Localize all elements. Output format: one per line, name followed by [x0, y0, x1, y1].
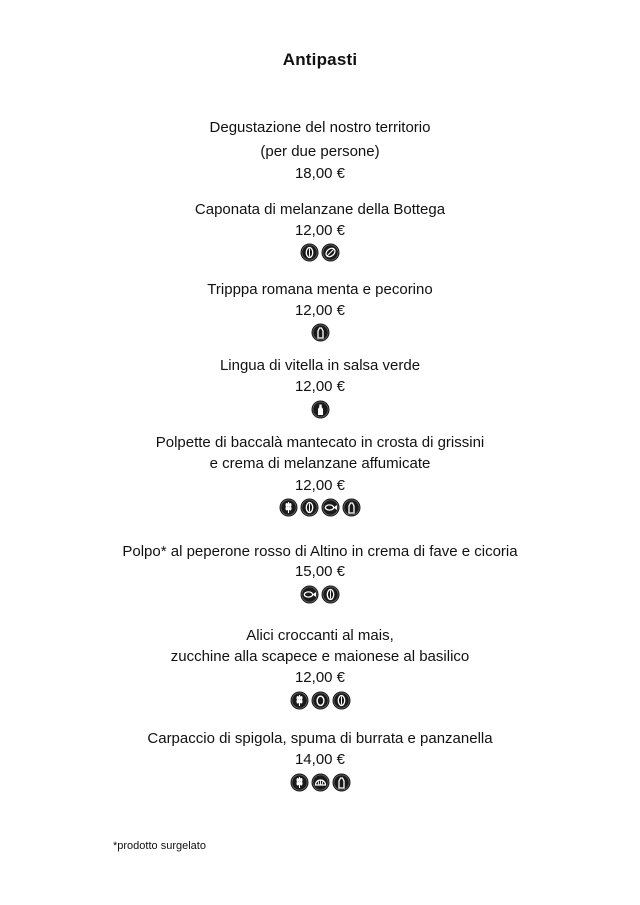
allergen-icons: [0, 323, 640, 343]
fish-icon: [300, 585, 319, 604]
celery-icon: [321, 243, 340, 262]
milk-bottle-icon: [311, 400, 330, 419]
menu-item-price: 15,00 €: [294, 563, 346, 580]
menu-item-price: 18,00 €: [294, 165, 346, 182]
gluten-icon: [279, 498, 298, 517]
gluten-icon: [290, 691, 309, 710]
menu-item-name: Lingua di vitella in salsa verde: [219, 357, 421, 374]
menu-item-name: Polpo* al peperone rosso di Altino in crema di fave e cicoria: [122, 543, 518, 560]
menu-item-name: Carpaccio di spigola, spuma di burrata e panzanella: [147, 730, 493, 747]
gluten-icon: [290, 773, 309, 792]
allergen-icons: [0, 585, 640, 605]
menu-item-name: (per due persone): [260, 143, 380, 160]
menu-item-price: 12,00 €: [294, 669, 346, 686]
menu-item-price: 12,00 €: [294, 378, 346, 395]
milk-icon: [311, 323, 330, 342]
menu-item-name: Polpette di baccalà mantecato in crosta di grissini: [155, 434, 485, 451]
nuts-icon: [300, 498, 319, 517]
milk-icon: [332, 773, 351, 792]
menu-item-name: Tripppa romana menta e pecorino: [207, 281, 433, 298]
menu-item-name: Caponata di melanzane della Bottega: [194, 201, 446, 218]
menu-item-name: e crema di melanzane affumicate: [209, 455, 431, 472]
section-title: Antipasti: [282, 50, 358, 69]
fish-icon: [321, 498, 340, 517]
egg-icon: [311, 691, 330, 710]
shellfish-icon: [311, 773, 330, 792]
menu-item-price: 12,00 €: [294, 477, 346, 494]
nuts-icon: [321, 585, 340, 604]
allergen-icons: [0, 691, 640, 711]
nuts-icon: [332, 691, 351, 710]
allergen-icons: [0, 498, 640, 518]
menu-item-price: 12,00 €: [294, 222, 346, 239]
allergen-icons: [0, 773, 640, 793]
allergen-icons: [0, 400, 640, 420]
footnote: *prodotto surgelato: [113, 840, 206, 852]
menu-item-name: Alici croccanti al mais,: [246, 627, 394, 644]
menu-item-price: 12,00 €: [294, 302, 346, 319]
menu-item-name: zucchine alla scapece e maionese al basilico: [170, 648, 470, 665]
milk-icon: [342, 498, 361, 517]
menu-item-name: Degustazione del nostro territorio: [209, 119, 431, 136]
allergen-icons: [0, 243, 640, 263]
nuts-icon: [300, 243, 319, 262]
menu-item-price: 14,00 €: [294, 751, 346, 768]
